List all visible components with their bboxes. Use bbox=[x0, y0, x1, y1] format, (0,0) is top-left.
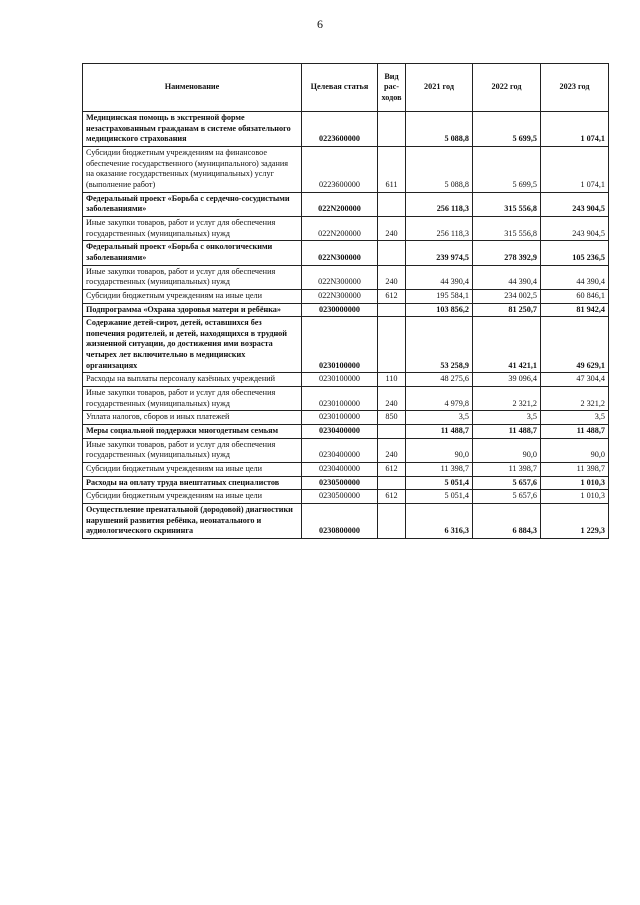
page-number: 6 bbox=[317, 17, 323, 31]
row-expense-type: 110 bbox=[378, 373, 406, 387]
row-expense-type: 612 bbox=[378, 463, 406, 477]
row-value-2023: 1 229,3 bbox=[541, 504, 609, 539]
row-value-2023: 11 398,7 bbox=[541, 463, 609, 477]
row-expense-type: 240 bbox=[378, 265, 406, 289]
table-row bbox=[83, 387, 609, 411]
row-value-2022: 5 657,6 bbox=[473, 490, 541, 504]
row-target-article: 022N300000 bbox=[302, 241, 378, 265]
table-row bbox=[83, 192, 609, 216]
row-value-2021: 53 258,9 bbox=[406, 317, 473, 373]
row-value-2023: 11 488,7 bbox=[541, 425, 609, 439]
row-value-2022: 5 657,6 bbox=[473, 476, 541, 490]
row-value-2021: 90,0 bbox=[406, 438, 473, 462]
row-name: Меры социальной поддержки многодетным семьям bbox=[83, 425, 302, 439]
row-name: Медицинская помощь в экстренной форме незастрахованным гражданам в системе обязательного медицинского страхования bbox=[83, 112, 302, 147]
row-value-2023: 49 629,1 bbox=[541, 317, 609, 373]
row-value-2021: 239 974,5 bbox=[406, 241, 473, 265]
row-value-2021: 44 390,4 bbox=[406, 265, 473, 289]
row-target-article: 0230100000 bbox=[302, 411, 378, 425]
row-value-2021: 5 051,4 bbox=[406, 490, 473, 504]
row-value-2023: 60 846,1 bbox=[541, 289, 609, 303]
row-name: Расходы на оплату труда внештатных специалистов bbox=[83, 476, 302, 490]
row-value-2023: 2 321,2 bbox=[541, 387, 609, 411]
table-row bbox=[83, 490, 609, 504]
table-row bbox=[83, 146, 609, 192]
row-expense-type: 240 bbox=[378, 216, 406, 240]
row-target-article: 0230400000 bbox=[302, 438, 378, 462]
row-target-article: 0230000000 bbox=[302, 303, 378, 317]
row-target-article: 0230100000 bbox=[302, 387, 378, 411]
row-expense-type: 612 bbox=[378, 289, 406, 303]
table-row bbox=[83, 317, 609, 373]
table-row bbox=[83, 289, 609, 303]
row-value-2022: 315 556,8 bbox=[473, 216, 541, 240]
row-value-2023: 44 390,4 bbox=[541, 265, 609, 289]
row-value-2022: 5 699,5 bbox=[473, 146, 541, 192]
row-target-article: 0230500000 bbox=[302, 476, 378, 490]
row-value-2023: 1 010,3 bbox=[541, 476, 609, 490]
table-row bbox=[83, 112, 609, 147]
row-expense-type bbox=[378, 476, 406, 490]
row-value-2021: 256 118,3 bbox=[406, 192, 473, 216]
row-value-2021: 195 584,1 bbox=[406, 289, 473, 303]
row-target-article: 0223600000 bbox=[302, 146, 378, 192]
row-expense-type: 240 bbox=[378, 387, 406, 411]
row-name: Федеральный проект «Борьба с сердечно-сосудистыми заболеваниями» bbox=[83, 192, 302, 216]
row-value-2022: 11 488,7 bbox=[473, 425, 541, 439]
row-expense-type: 611 bbox=[378, 146, 406, 192]
row-expense-type bbox=[378, 112, 406, 147]
row-value-2021: 5 088,8 bbox=[406, 112, 473, 147]
row-target-article: 022N200000 bbox=[302, 216, 378, 240]
row-value-2022: 11 398,7 bbox=[473, 463, 541, 477]
row-name: Иные закупки товаров, работ и услуг для обеспечения государственных (муниципальных) нужд bbox=[83, 265, 302, 289]
row-value-2022: 3,5 bbox=[473, 411, 541, 425]
table-row bbox=[83, 463, 609, 477]
row-target-article: 0230100000 bbox=[302, 373, 378, 387]
row-value-2023: 3,5 bbox=[541, 411, 609, 425]
header-name: Наименование bbox=[83, 64, 302, 112]
row-target-article: 022N200000 bbox=[302, 192, 378, 216]
row-target-article: 022N300000 bbox=[302, 289, 378, 303]
row-value-2021: 3,5 bbox=[406, 411, 473, 425]
row-expense-type bbox=[378, 504, 406, 539]
row-value-2022: 234 002,5 bbox=[473, 289, 541, 303]
row-name: Субсидии бюджетным учреждениям на иные цели bbox=[83, 490, 302, 504]
table-row bbox=[83, 216, 609, 240]
row-value-2022: 6 884,3 bbox=[473, 504, 541, 539]
row-expense-type bbox=[378, 425, 406, 439]
row-target-article: 0230800000 bbox=[302, 504, 378, 539]
row-value-2021: 5 051,4 bbox=[406, 476, 473, 490]
row-value-2023: 90,0 bbox=[541, 438, 609, 462]
row-expense-type bbox=[378, 303, 406, 317]
table-row bbox=[83, 303, 609, 317]
row-expense-type bbox=[378, 317, 406, 373]
row-value-2023: 1 074,1 bbox=[541, 112, 609, 147]
row-value-2023: 243 904,5 bbox=[541, 216, 609, 240]
row-name: Иные закупки товаров, работ и услуг для обеспечения государственных (муниципальных) нужд bbox=[83, 216, 302, 240]
table-row bbox=[83, 373, 609, 387]
row-value-2021: 4 979,8 bbox=[406, 387, 473, 411]
header-2022: 2022 год bbox=[473, 64, 541, 112]
table-header-row bbox=[83, 64, 609, 112]
row-value-2022: 2 321,2 bbox=[473, 387, 541, 411]
row-value-2022: 278 392,9 bbox=[473, 241, 541, 265]
table-row bbox=[83, 476, 609, 490]
row-name: Содержание детей-сирот, детей, оставшихся без попечения родителей, и детей, находящихся в трудной жизненной ситуации, до достижения ими возраста четырех лет включительно в медицинских организациях bbox=[83, 317, 302, 373]
row-target-article: 022N300000 bbox=[302, 265, 378, 289]
row-value-2022: 39 096,4 bbox=[473, 373, 541, 387]
row-expense-type: 240 bbox=[378, 438, 406, 462]
row-target-article: 0230400000 bbox=[302, 463, 378, 477]
row-name: Иные закупки товаров, работ и услуг для обеспечения государственных (муниципальных) нужд bbox=[83, 387, 302, 411]
row-target-article: 0223600000 bbox=[302, 112, 378, 147]
row-name: Осуществление пренатальной (дородовой) диагностики нарушений развития ребёнка, неонатального и аудиологического скрининга bbox=[83, 504, 302, 539]
row-value-2022: 90,0 bbox=[473, 438, 541, 462]
row-value-2021: 11 488,7 bbox=[406, 425, 473, 439]
row-value-2022: 315 556,8 bbox=[473, 192, 541, 216]
row-value-2021: 6 316,3 bbox=[406, 504, 473, 539]
row-value-2021: 11 398,7 bbox=[406, 463, 473, 477]
row-target-article: 0230400000 bbox=[302, 425, 378, 439]
row-value-2021: 48 275,6 bbox=[406, 373, 473, 387]
row-expense-type bbox=[378, 192, 406, 216]
header-2021: 2021 год bbox=[406, 64, 473, 112]
row-value-2021: 256 118,3 bbox=[406, 216, 473, 240]
row-name: Расходы на выплаты персоналу казённых учреждений bbox=[83, 373, 302, 387]
row-value-2022: 41 421,1 bbox=[473, 317, 541, 373]
row-name: Субсидии бюджетным учреждениям на финансовое обеспечение государственного (муниципального) задания на оказание государственных (муниципальных) услуг (выполнение работ) bbox=[83, 146, 302, 192]
row-value-2023: 1 010,3 bbox=[541, 490, 609, 504]
row-value-2021: 5 088,8 bbox=[406, 146, 473, 192]
row-name: Субсидии бюджетным учреждениям на иные цели bbox=[83, 463, 302, 477]
row-name: Иные закупки товаров, работ и услуг для обеспечения государственных (муниципальных) нужд bbox=[83, 438, 302, 462]
row-expense-type: 612 bbox=[378, 490, 406, 504]
row-value-2022: 81 250,7 bbox=[473, 303, 541, 317]
row-name: Уплата налогов, сборов и иных платежей bbox=[83, 411, 302, 425]
row-value-2023: 47 304,4 bbox=[541, 373, 609, 387]
row-expense-type: 850 bbox=[378, 411, 406, 425]
budget-table bbox=[82, 63, 609, 539]
row-value-2021: 103 856,2 bbox=[406, 303, 473, 317]
row-name: Субсидии бюджетным учреждениям на иные цели bbox=[83, 289, 302, 303]
header-expense-type: Вид рас-ходов bbox=[378, 64, 406, 112]
row-value-2023: 105 236,5 bbox=[541, 241, 609, 265]
table-row bbox=[83, 241, 609, 265]
row-value-2023: 81 942,4 bbox=[541, 303, 609, 317]
table-row bbox=[83, 425, 609, 439]
table-row bbox=[83, 504, 609, 539]
row-expense-type bbox=[378, 241, 406, 265]
table-row bbox=[83, 411, 609, 425]
row-target-article: 0230500000 bbox=[302, 490, 378, 504]
row-value-2023: 1 074,1 bbox=[541, 146, 609, 192]
header-target-article: Целевая статья bbox=[302, 64, 378, 112]
table-row bbox=[83, 438, 609, 462]
row-name: Федеральный проект «Борьба с онкологическими заболеваниями» bbox=[83, 241, 302, 265]
row-value-2022: 5 699,5 bbox=[473, 112, 541, 147]
row-name: Подпрограмма «Охрана здоровья матери и ребёнка» bbox=[83, 303, 302, 317]
table-row bbox=[83, 265, 609, 289]
row-target-article: 0230100000 bbox=[302, 317, 378, 373]
header-2023: 2023 год bbox=[541, 64, 609, 112]
row-value-2023: 243 904,5 bbox=[541, 192, 609, 216]
row-value-2022: 44 390,4 bbox=[473, 265, 541, 289]
